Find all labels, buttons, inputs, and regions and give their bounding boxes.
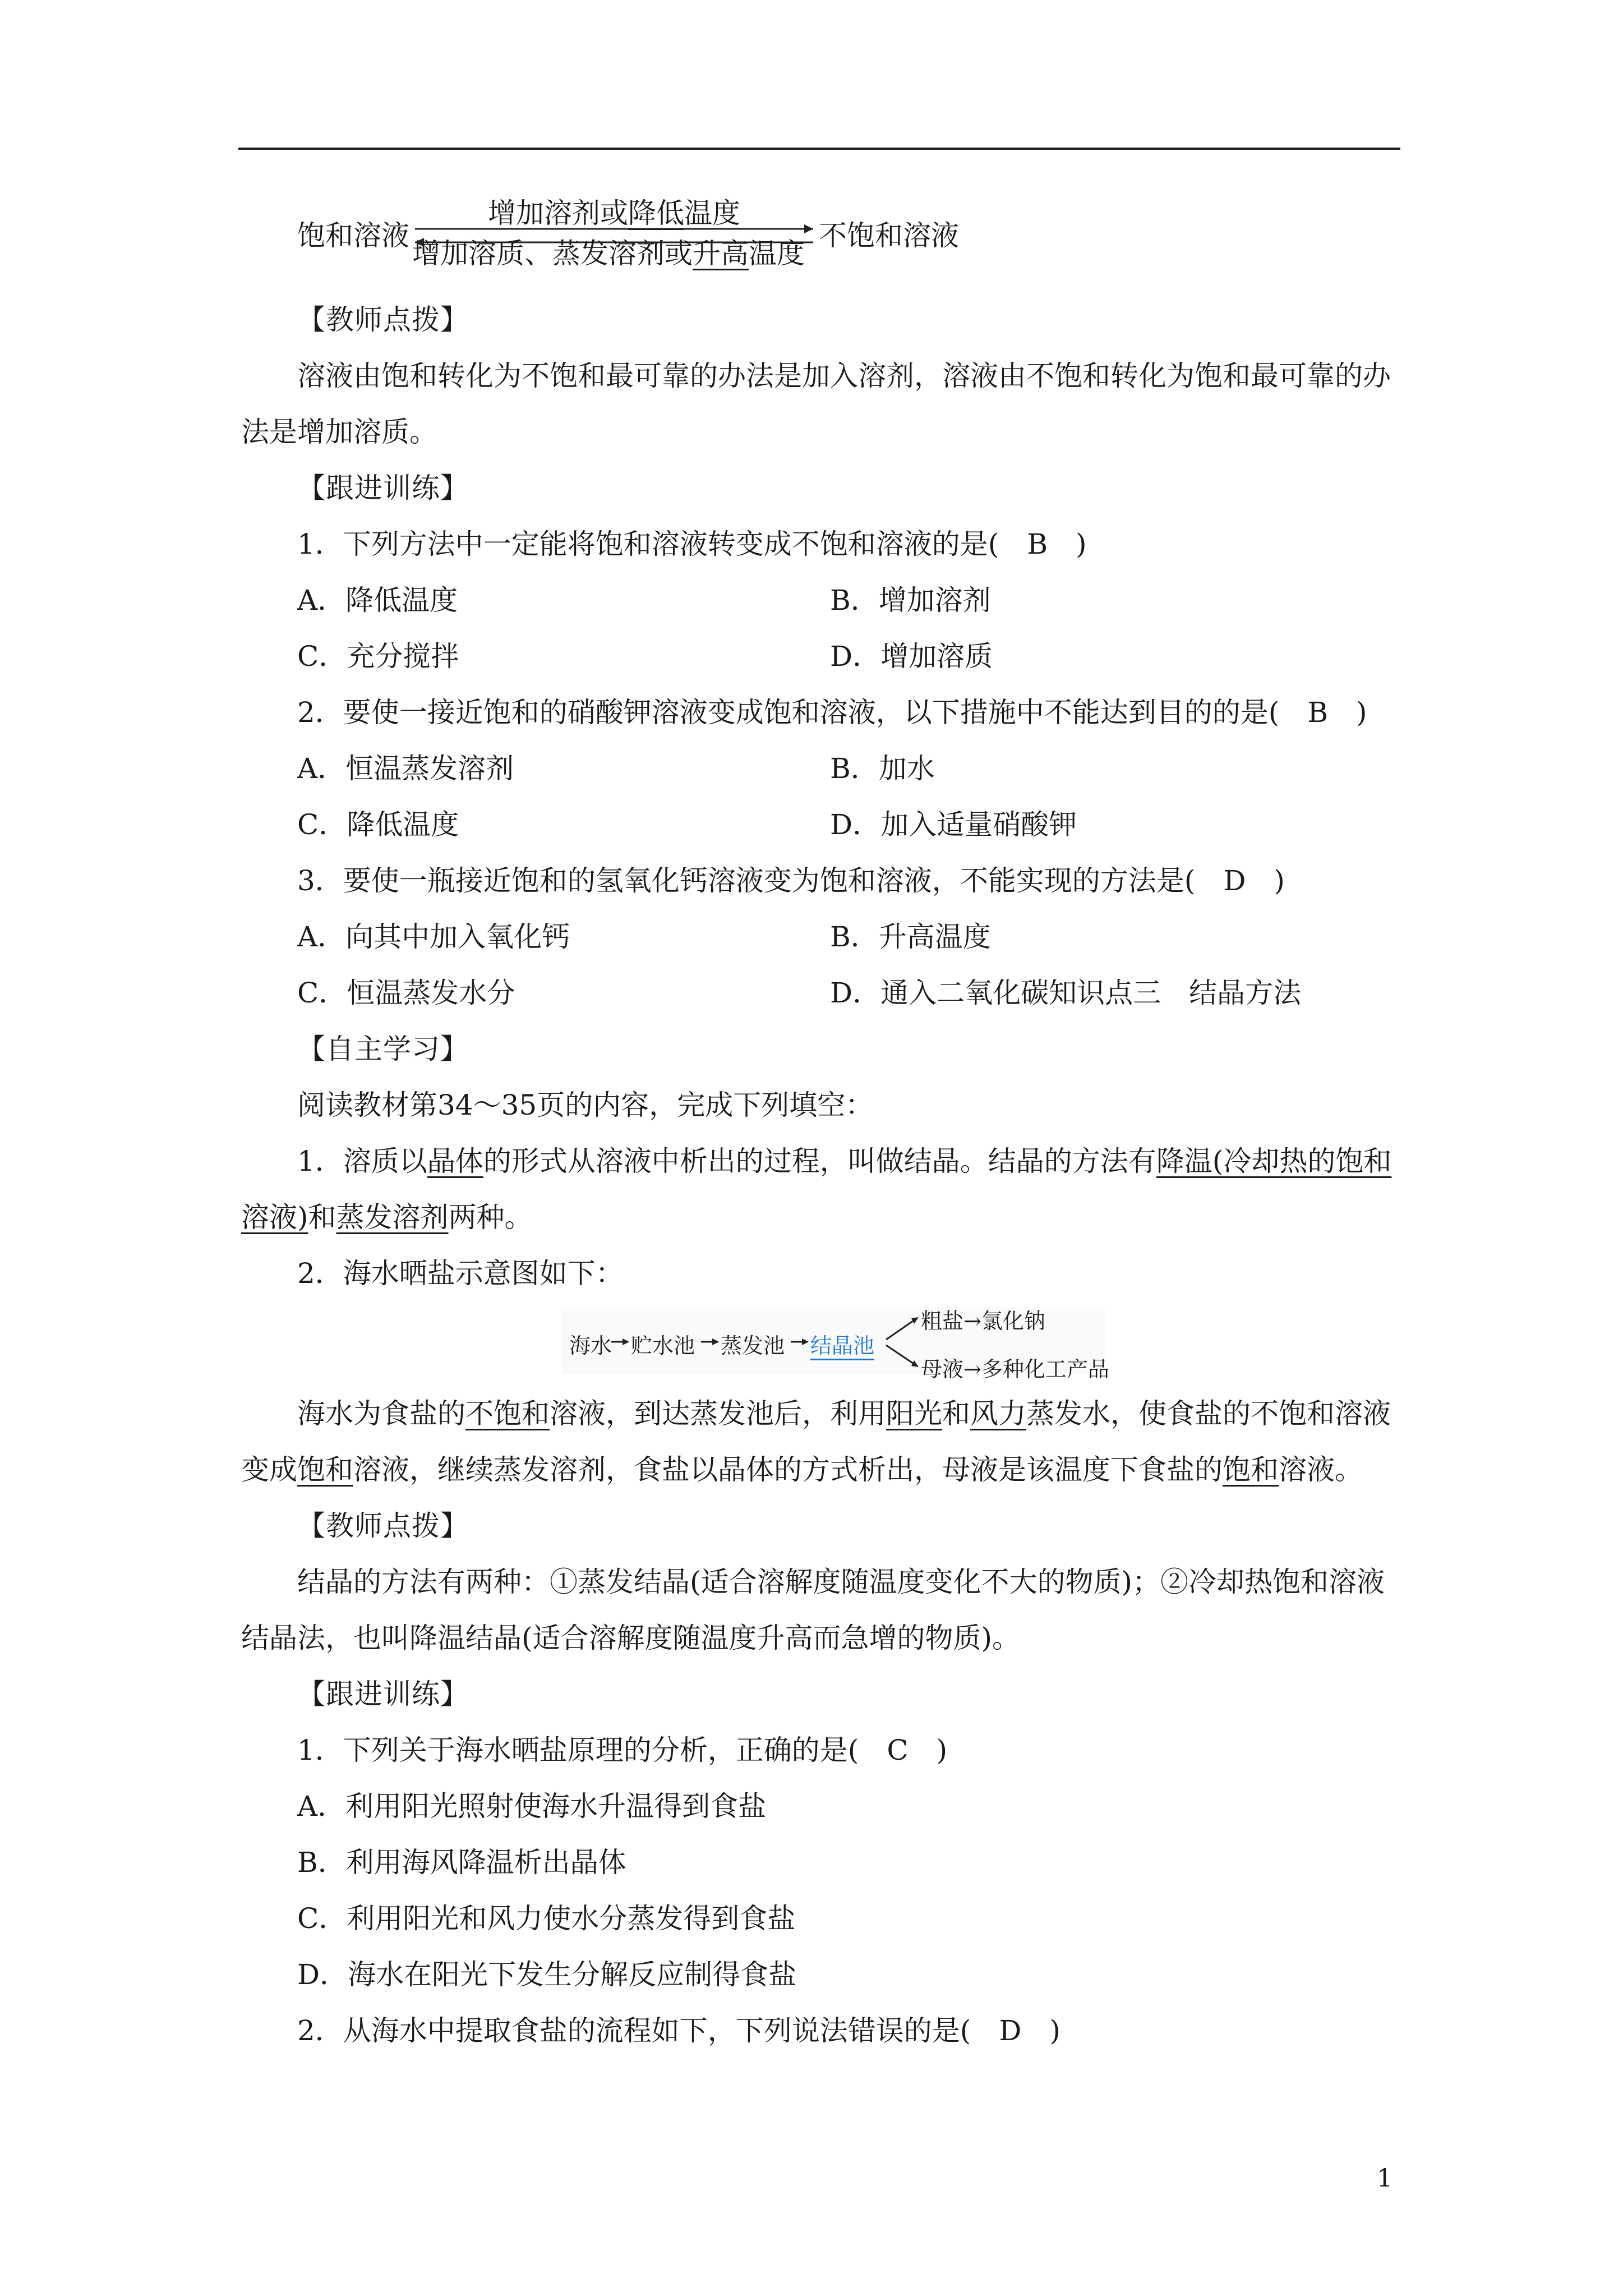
unsaturated-solution-label: 不饱和溶液 bbox=[819, 219, 959, 252]
option-a: A．利用阳光照射使海水升温得到食盐 bbox=[297, 1790, 767, 1823]
node-mother-liquor: 母液→多种化工产品 bbox=[921, 1357, 1109, 1382]
option-d: D．加入适量硝酸钾 bbox=[830, 808, 1077, 841]
option-row bbox=[241, 572, 1402, 628]
option-b: B．加水 bbox=[830, 752, 935, 785]
teacher-tip-text: 结晶的方法有两种：①蒸发结晶(适合溶解度随温度变化不大的物质)；②冷却热饱和溶液结晶法，也叫降温结晶(适合溶解度随温度升高而急增的物质)。 bbox=[241, 1566, 1385, 1654]
option-a: A．向其中加入氧化钙 bbox=[297, 921, 570, 953]
practice-heading: 【跟进训练】 bbox=[297, 472, 469, 504]
header-rule bbox=[238, 148, 1400, 150]
option-d: D．海水在阳光下发生分解反应制得食盐 bbox=[297, 1958, 797, 1991]
sea-salt-diagram bbox=[241, 1301, 1402, 1380]
option-a: A．恒温蒸发溶剂 bbox=[297, 752, 514, 785]
question-stem: 2．要使一接近饱和的硝酸钾溶液变成饱和溶液，以下措施中不能达到目的的是( B ) bbox=[297, 696, 1367, 729]
teacher-tip-heading: 【教师点拨】 bbox=[297, 1510, 469, 1542]
node-crystallization-pond: 结晶池 bbox=[810, 1333, 875, 1358]
conversion-top-label: 增加溶剂或降低温度 bbox=[488, 197, 740, 229]
option-c: C．利用阳光和风力使水分蒸发得到食盐 bbox=[297, 1902, 796, 1935]
option-row bbox=[241, 628, 1402, 684]
diagram-intro: 2．海水晒盐示意图如下： bbox=[297, 1257, 624, 1290]
conversion-bottom-label: 增加溶质、蒸发溶剂或升高温度 bbox=[412, 237, 805, 270]
reading-instruction: 阅读教材第34～35页的内容，完成下列填空： bbox=[297, 1089, 874, 1121]
option-b: B．升高温度 bbox=[830, 921, 991, 953]
saturated-solution-label: 饱和溶液 bbox=[297, 219, 409, 252]
option-b: B．利用海风降温析出晶体 bbox=[297, 1846, 626, 1879]
teacher-tip-text: 溶液由饱和转化为不饱和最可靠的办法是加入溶剂，溶液由不饱和转化为饱和最可靠的办法是增加溶质。 bbox=[241, 360, 1391, 448]
sea-salt-explanation: 海水为食盐的不饱和溶液，到达蒸发池后，利用阳光和风力蒸发水，使食盐的不饱和溶液变成饱和溶液，继续蒸发溶剂，食盐以晶体的方式析出，母液是该温度下食盐的饱和溶液。 bbox=[241, 1397, 1391, 1486]
self-study-heading: 【自主学习】 bbox=[297, 1033, 469, 1065]
option-d: D．通入二氧化碳知识点三 结晶方法 bbox=[830, 977, 1302, 1009]
option-row bbox=[241, 797, 1402, 853]
option-c: C．恒温蒸发水分 bbox=[297, 977, 515, 1009]
option-row bbox=[241, 965, 1402, 1021]
option-d: D．增加溶质 bbox=[830, 640, 993, 673]
option-a: A．降低温度 bbox=[297, 584, 458, 616]
teacher-tip-heading: 【教师点拨】 bbox=[297, 303, 469, 336]
option-c: C．降低温度 bbox=[297, 808, 459, 841]
page-content bbox=[241, 196, 1402, 2059]
question-stem: 2．从海水中提取食盐的流程如下，下列说法错误的是( D ) bbox=[297, 2014, 1061, 2047]
node-seawater: 海水 bbox=[569, 1333, 612, 1358]
option-row bbox=[241, 740, 1402, 797]
crystallization-definition: 1．溶质以晶体的形式从溶液中析出的过程，叫做结晶。结晶的方法有降温(冷却热的饱和溶液)和蒸发溶剂两种。 bbox=[241, 1145, 1392, 1234]
page-number: 1 bbox=[1377, 2164, 1393, 2193]
option-b: B．增加溶剂 bbox=[830, 584, 991, 616]
option-c: C．充分搅拌 bbox=[297, 640, 459, 673]
option-row bbox=[241, 909, 1402, 965]
node-evaporation-pond: 蒸发池 bbox=[721, 1333, 785, 1358]
question-stem: 1．下列方法中一定能将饱和溶液转变成不饱和溶液的是( B ) bbox=[297, 528, 1087, 560]
conversion-relation bbox=[241, 196, 1402, 292]
practice-heading: 【跟进训练】 bbox=[297, 1678, 469, 1710]
question-stem: 3．要使一瓶接近饱和的氢氧化钙溶液变为饱和溶液，不能实现的方法是( D ) bbox=[297, 864, 1285, 897]
node-crude-salt: 粗盐→氯化钠 bbox=[921, 1309, 1045, 1333]
question-stem: 1．下列关于海水晒盐原理的分析，正确的是( C ) bbox=[297, 1734, 948, 1766]
node-storage-pond: 贮水池 bbox=[631, 1333, 695, 1358]
